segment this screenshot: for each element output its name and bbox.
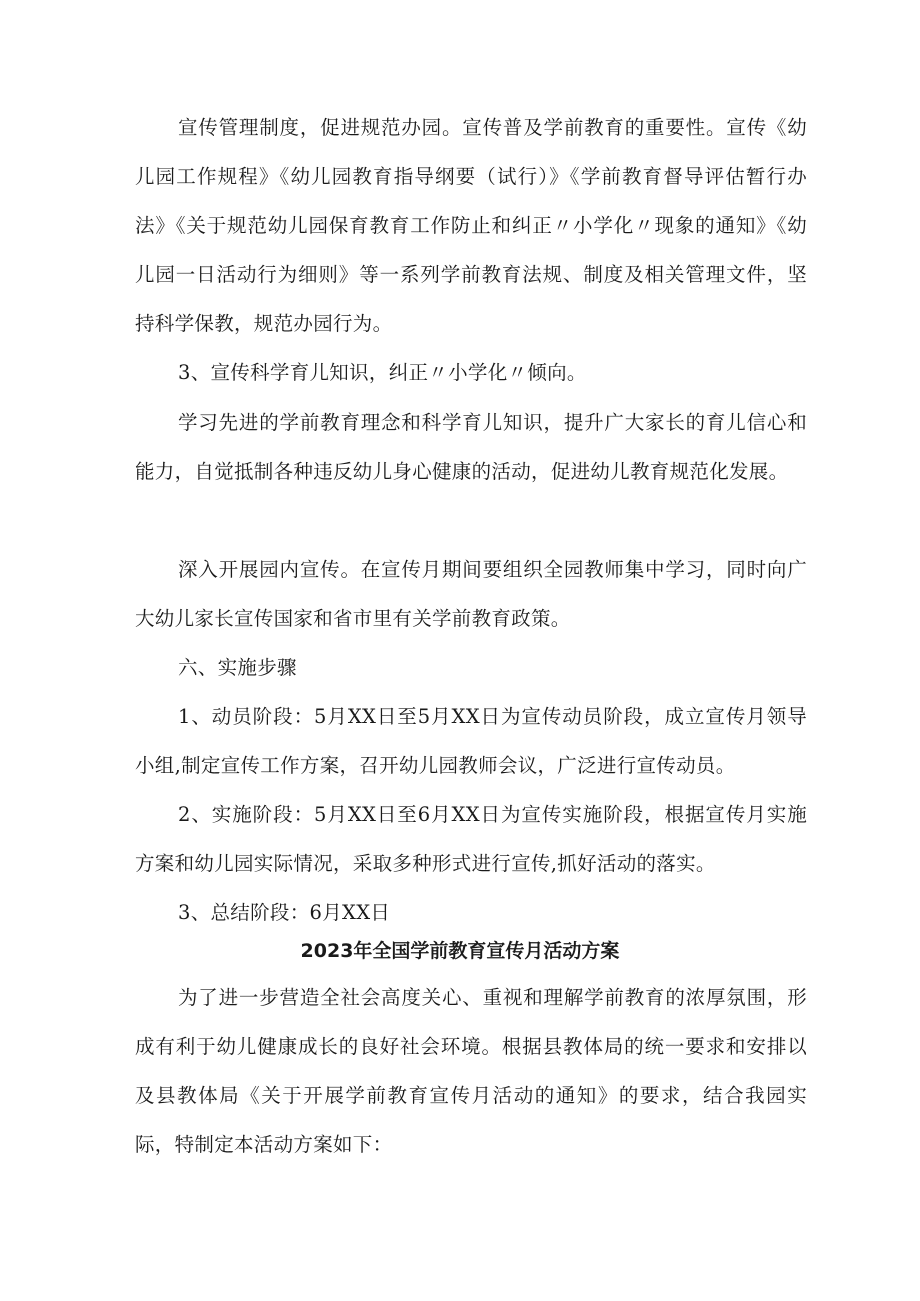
document-title: 2023年全国学前教育宣传月活动方案 <box>300 940 620 962</box>
heading-science-parenting: 3、宣传科学育儿知识，纠正〃小学化〃倾向。 <box>178 361 587 384</box>
paragraph-mobilization-stage: 1、动员阶段：5月XX日至5月XX日为宣传动员阶段，成立宣传月领导小组,制定宣传工作方案，召开幼儿园教师会议，广泛进行宣传动员。 <box>135 705 807 777</box>
paragraph-management-rules: 宣传管理制度，促进规范办园。宣传普及学前教育的重要性。宣传《幼儿园工作规程》《幼儿园教育指导纲要（试行）》《学前教育督导评估暂行办法》《关于规范幼儿园保育教育工作防止和纠正〃小学化〃现象的通知》《幼儿园一日活动行为细则》等一系列学前教育法规、制度及相关管理文件，坚持科学保教，规范办园行为。 <box>135 116 807 335</box>
paragraph-introduction: 为了进一步营造全社会高度关心、重视和理解学前教育的浓厚氛围，形成有利于幼儿健康成长的良好社会环境。根据县教体局的统一要求和安排以及县教体局《关于开展学前教育宣传月活动的通知》的要求，结合我园实际，特制定本活动方案如下： <box>135 986 807 1156</box>
paragraph-summary-stage: 3、总结阶段：6月XX日 <box>178 901 391 924</box>
paragraph-learning-concepts: 学习先进的学前教育理念和科学育儿知识，提升广大家长的育儿信心和能力，自觉抵制各种违反幼儿身心健康的活动，促进幼儿教育规范化发展。 <box>135 411 807 483</box>
paragraph-implementation-stage: 2、实施阶段：5月XX日至6月XX日为宣传实施阶段，根据宣传月实施方案和幼儿园实际情况，采取多种形式进行宣传,抓好活动的落实。 <box>135 803 807 875</box>
paragraph-in-park-publicity: 深入开展园内宣传。在宣传月期间要组织全园教师集中学习，同时向广大幼儿家长宣传国家和省市里有关学前教育政策。 <box>135 558 807 630</box>
heading-implementation-steps: 六、实施步骤 <box>178 656 297 679</box>
